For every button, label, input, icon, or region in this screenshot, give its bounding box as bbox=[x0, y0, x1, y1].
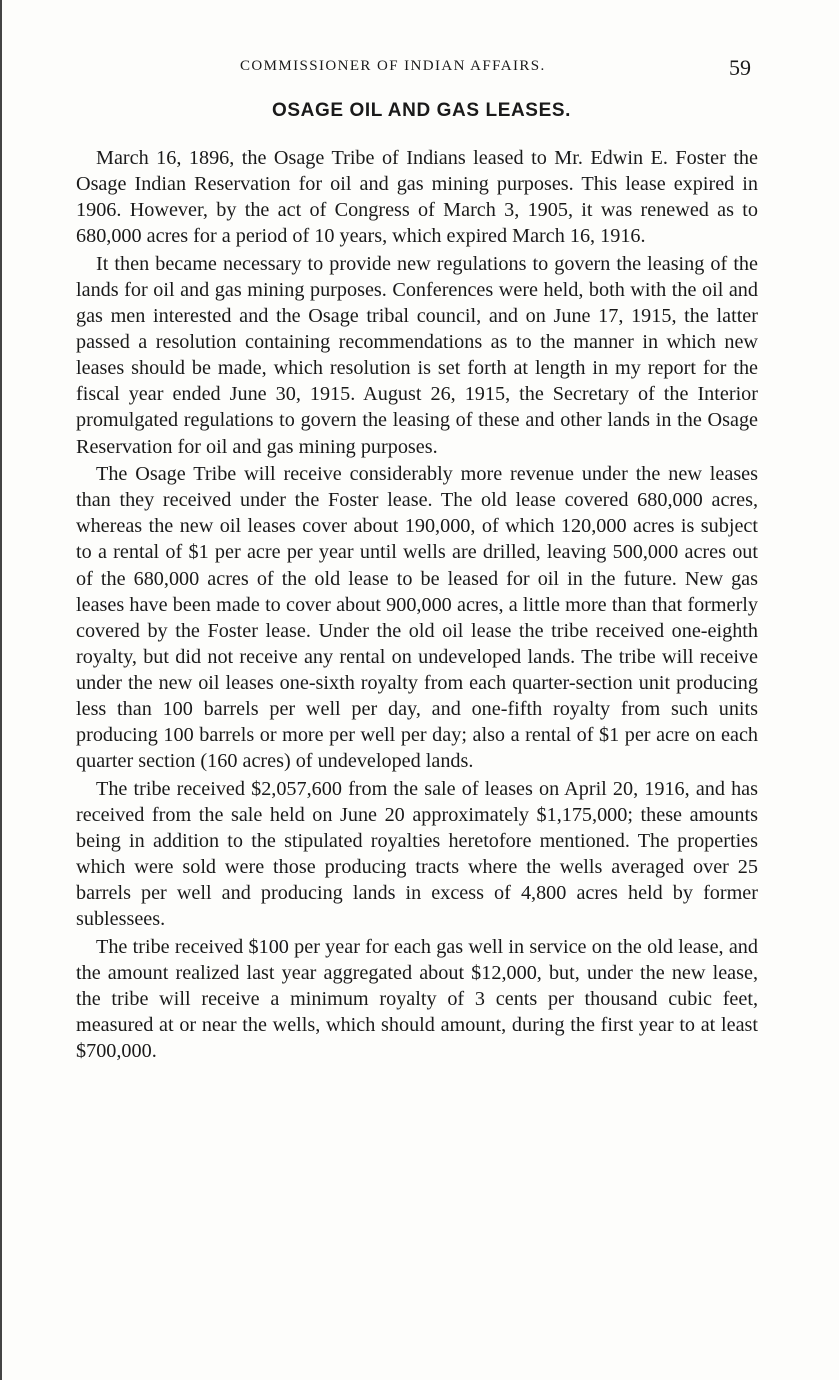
paragraph: It then became necessary to provide new regulations to govern the leasing of the lands for oil and gas mining purposes. Conferences were held, both with the oil and gas men interested and the Osage tribal council, and on June 17, 1915, the latter passed a resolution containing recommendations as to the manner in which new leases should be made, which resolution is set forth at length in my report for the fiscal year ended June 30, 1915. August 26, 1915, the Secretary of the Interior promulgated regulations to govern the leasing of these and other lands in the Osage Reservation for oil and gas mining purposes. bbox=[76, 252, 758, 458]
body-text bbox=[76, 145, 758, 1066]
page-number: 59 bbox=[729, 55, 751, 80]
paragraph: The Osage Tribe will receive considerably more revenue under the new leases than they received under the Foster lease. The old lease covered 680,000 acres, whereas the new oil leases cover about 190,000, of which 120,000 acres is subject to a rental of $1 per acre per year until wells are drilled, leaving 500,000 acres out of the 680,000 acres of the old lease to be leased for oil in the future. New gas leases have been made to cover about 900,000 acres, a little more than that formerly covered by the Foster lease. Under the old oil lease the tribe received one-eighth royalty, but did not receive any rental on undeveloped lands. The tribe will receive under the new oil leases one-sixth royalty from each quarter-section unit producing less than 100 barrels per well per day, and one-fifth royalty from such units producing 100 barrels or more per well per day; also a rental of $1 per acre on each quarter section (160 acres) of undeveloped lands. bbox=[76, 463, 758, 773]
running-title: COMMISSIONER OF INDIAN AFFAIRS. bbox=[240, 58, 546, 74]
paragraph: March 16, 1896, the Osage Tribe of Indians leased to Mr. Edwin E. Foster the Osage Indian Reservation for oil and gas mining purposes. This lease expired in 1906. However, by the act of Congress of March 3, 1905, it was renewed as to 680,000 acres for a period of 10 years, which expired March 16, 1916. bbox=[76, 147, 758, 248]
paragraph: The tribe received $2,057,600 from the sale of leases on April 20, 1916, and has received from the sale held on June 20 approximately $1,175,000; these amounts being in addition to the stipulated royalties heretofore mentioned. The properties which were sold were those producing tracts where the wells averaged over 25 barrels per well and producing lands in excess of 4,800 acres held by former sublessees. bbox=[76, 777, 758, 931]
running-head bbox=[2, 56, 839, 84]
section-title: OSAGE OIL AND GAS LEASES. bbox=[272, 100, 571, 121]
paragraph: The tribe received $100 per year for each gas well in service on the old lease, and the amount realized last year aggregated about $12,000, but, under the new lease, the tribe will receive a minimum royalty of 3 cents per thousand cubic feet, measured at or near the wells, which should amount, during the first year to at least $700,000. bbox=[76, 935, 758, 1063]
